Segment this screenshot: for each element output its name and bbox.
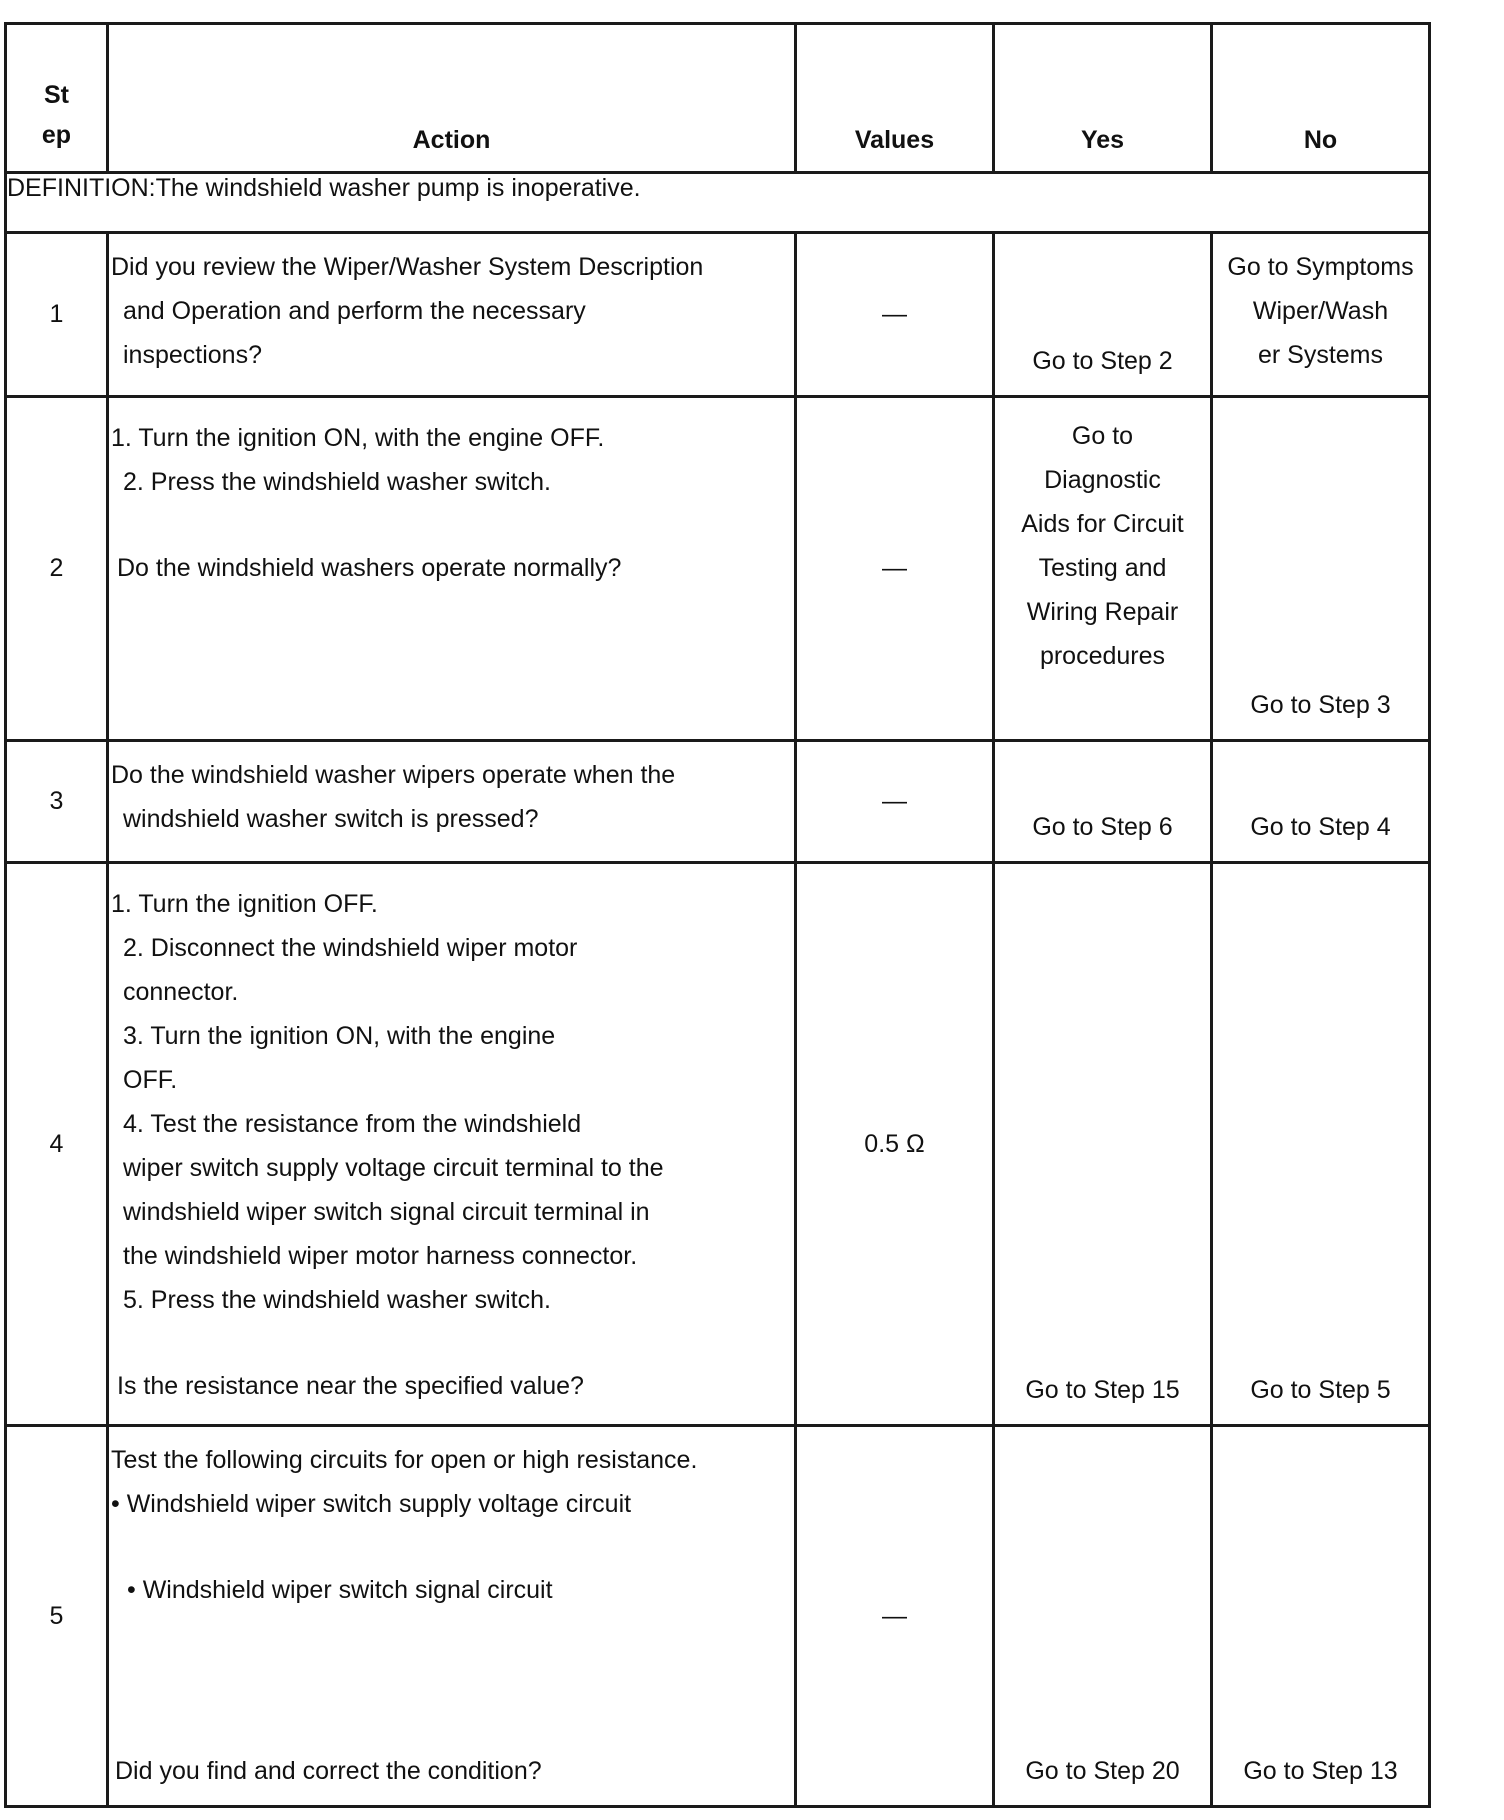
action-line: and Operation and perform the necessary bbox=[123, 297, 586, 325]
header-step bbox=[6, 24, 108, 173]
action-line: 1. Turn the ignition ON, with the engine OFF. bbox=[111, 424, 605, 452]
action-line: Did you find and correct the condition? bbox=[115, 1757, 542, 1785]
table-row bbox=[6, 397, 1430, 741]
value-cell: 0.5 Ω bbox=[796, 863, 994, 1426]
table-row bbox=[6, 1426, 1430, 1807]
action-line: 1. Turn the ignition OFF. bbox=[111, 890, 378, 918]
table-row bbox=[6, 741, 1430, 863]
table-row bbox=[6, 863, 1430, 1426]
no-link[interactable]: Go to Step 4 bbox=[1250, 813, 1391, 841]
step-number: 4 bbox=[6, 863, 108, 1426]
yes-link-line: Testing and bbox=[1038, 554, 1167, 582]
yes-cell bbox=[994, 233, 1212, 397]
header-no: No bbox=[1212, 24, 1430, 173]
yes-cell bbox=[994, 863, 1212, 1426]
no-link-line: Wiper/Wash bbox=[1252, 297, 1389, 325]
header-values: Values bbox=[796, 24, 994, 173]
no-cell bbox=[1212, 233, 1430, 397]
action-cell bbox=[108, 741, 796, 863]
header-step-line2: ep bbox=[41, 121, 72, 149]
yes-cell bbox=[994, 1426, 1212, 1807]
action-line: inspections? bbox=[123, 341, 262, 369]
diagnostic-table bbox=[4, 22, 1431, 1808]
yes-link-line: Aids for Circuit bbox=[1021, 510, 1184, 538]
action-line: Do the windshield washers operate normally? bbox=[117, 554, 622, 582]
value-cell: — bbox=[796, 1426, 994, 1807]
action-line: 3. Turn the ignition ON, with the engine bbox=[123, 1022, 556, 1050]
header-row bbox=[6, 24, 1430, 173]
no-cell bbox=[1212, 741, 1430, 863]
table-row bbox=[6, 233, 1430, 397]
value-cell: — bbox=[796, 233, 994, 397]
action-line: 5. Press the windshield washer switch. bbox=[123, 1286, 551, 1314]
action-bullet: • Windshield wiper switch supply voltage circuit bbox=[111, 1490, 632, 1518]
yes-link[interactable]: Go to Step 20 bbox=[1025, 1757, 1180, 1785]
no-cell bbox=[1212, 863, 1430, 1426]
action-line: 4. Test the resistance from the windshield bbox=[123, 1110, 582, 1138]
value-cell: — bbox=[796, 397, 994, 741]
action-line: the windshield wiper motor harness connector. bbox=[123, 1242, 638, 1270]
value-cell: — bbox=[796, 741, 994, 863]
action-line: Do the windshield washer wipers operate when the bbox=[111, 761, 676, 789]
no-link[interactable]: Go to Symptoms bbox=[1227, 253, 1414, 281]
yes-link-line: Diagnostic bbox=[1044, 466, 1161, 494]
action-line: 2. Press the windshield washer switch. bbox=[123, 468, 551, 496]
header-yes: Yes bbox=[994, 24, 1212, 173]
yes-link-line: Wiring Repair bbox=[1026, 598, 1179, 626]
no-link[interactable]: Go to Step 5 bbox=[1250, 1376, 1391, 1404]
yes-link[interactable]: Go to bbox=[1071, 422, 1134, 450]
step-number: 1 bbox=[6, 233, 108, 397]
no-cell bbox=[1212, 1426, 1430, 1807]
header-step-line1: St bbox=[44, 81, 69, 109]
action-line: windshield washer switch is pressed? bbox=[123, 805, 539, 833]
action-line: wiper switch supply voltage circuit terminal to the bbox=[123, 1154, 664, 1182]
action-line: connector. bbox=[123, 978, 239, 1006]
no-cell bbox=[1212, 397, 1430, 741]
yes-link[interactable]: Go to Step 6 bbox=[1032, 813, 1173, 841]
action-line: windshield wiper switch signal circuit terminal in bbox=[123, 1198, 650, 1226]
action-cell bbox=[108, 863, 796, 1426]
action-line: 2. Disconnect the windshield wiper motor bbox=[123, 934, 578, 962]
action-cell bbox=[108, 397, 796, 741]
no-link-line: er Systems bbox=[1257, 341, 1384, 369]
action-line: Test the following circuits for open or high resistance. bbox=[111, 1446, 698, 1474]
action-line: Is the resistance near the specified value? bbox=[117, 1372, 584, 1400]
definition-row bbox=[6, 173, 1430, 233]
action-cell bbox=[108, 233, 796, 397]
yes-link[interactable]: Go to Step 15 bbox=[1025, 1376, 1180, 1404]
yes-link[interactable]: Go to Step 2 bbox=[1032, 347, 1173, 375]
step-number: 3 bbox=[6, 741, 108, 863]
yes-link-line: procedures bbox=[1039, 642, 1166, 670]
no-link[interactable]: Go to Step 13 bbox=[1243, 1757, 1398, 1785]
yes-cell bbox=[994, 397, 1212, 741]
header-action: Action bbox=[108, 24, 796, 173]
yes-cell bbox=[994, 741, 1212, 863]
action-line: OFF. bbox=[123, 1066, 178, 1094]
definition-text: DEFINITION:The windshield washer pump is inoperative. bbox=[6, 173, 1430, 233]
no-link[interactable]: Go to Step 3 bbox=[1250, 691, 1391, 719]
step-number: 5 bbox=[6, 1426, 108, 1807]
action-bullet: • Windshield wiper switch signal circuit bbox=[127, 1576, 553, 1604]
action-line: Did you review the Wiper/Washer System Description bbox=[111, 253, 704, 281]
action-cell bbox=[108, 1426, 796, 1807]
step-number: 2 bbox=[6, 397, 108, 741]
